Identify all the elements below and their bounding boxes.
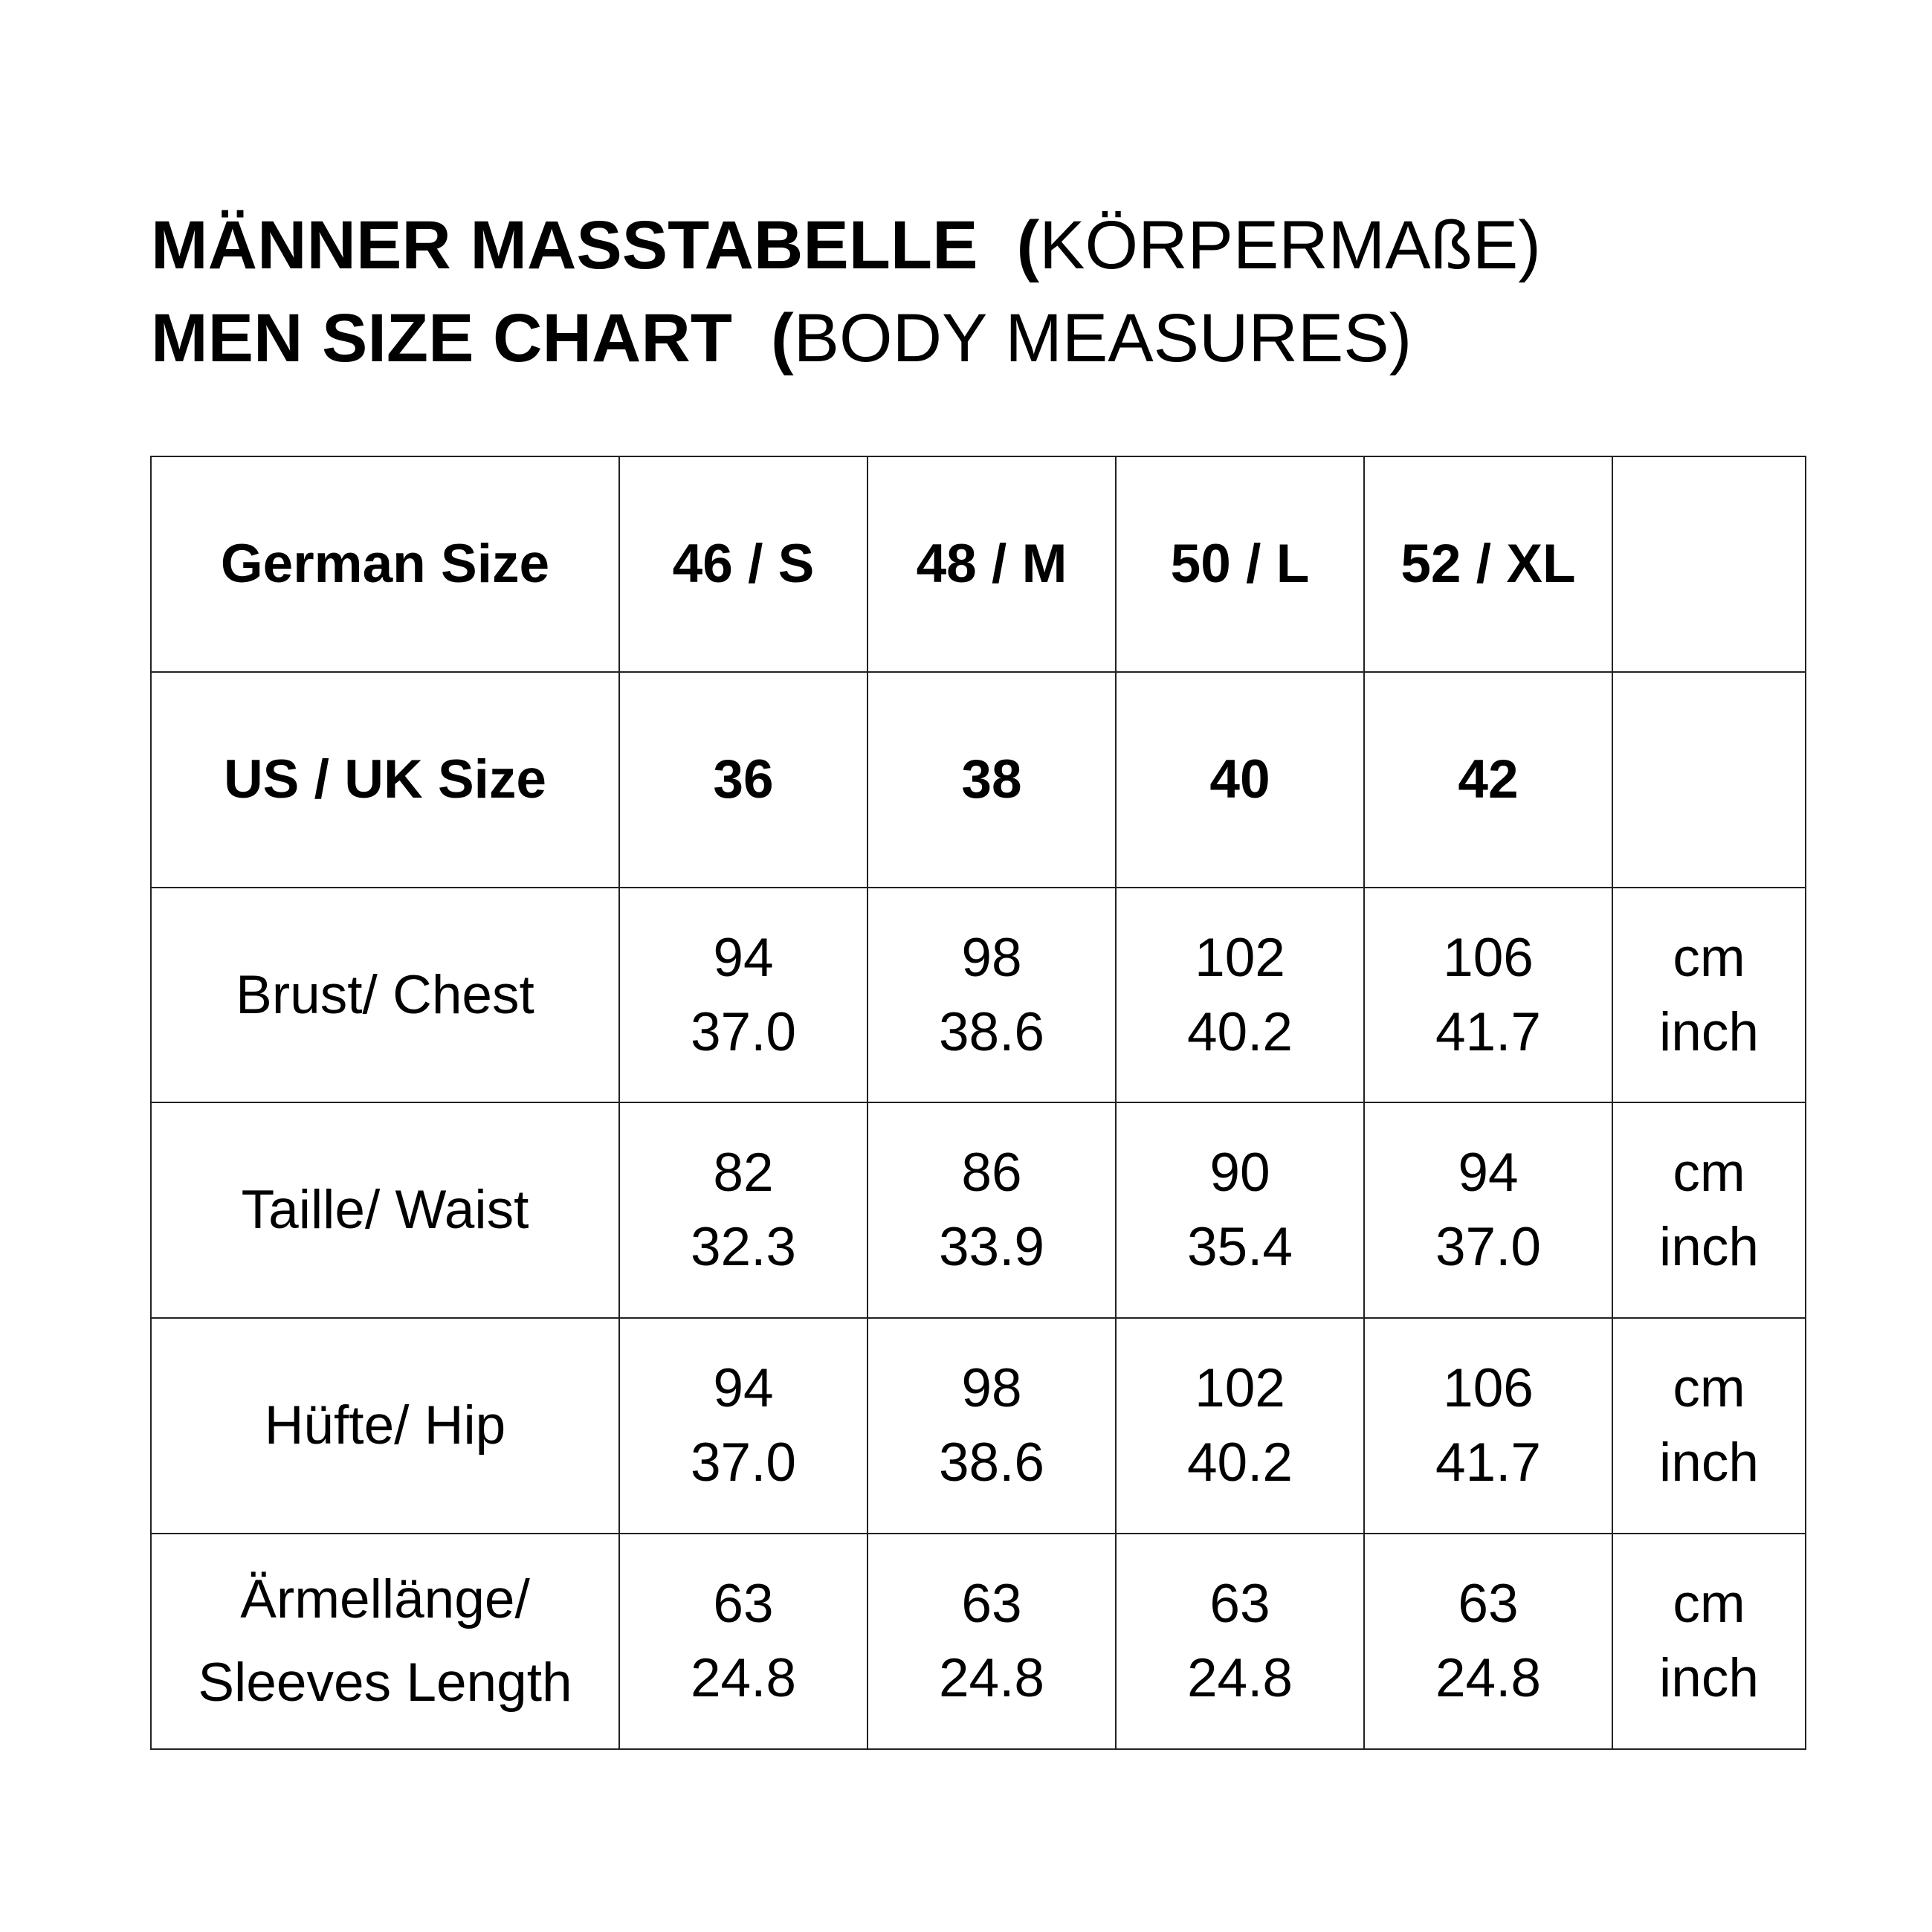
- row-label-us-uk-size: US / UK Size: [151, 672, 619, 888]
- value-cm: 94: [1458, 1143, 1519, 1204]
- unit-inch: inch: [1659, 1648, 1759, 1709]
- cell-measure: [1116, 888, 1364, 1103]
- value-cm: 63: [1209, 1574, 1270, 1635]
- row-label-text: Hüfte/ Hip: [264, 1395, 506, 1456]
- cell-measure: [1116, 1318, 1364, 1534]
- unit-inch: inch: [1659, 1217, 1759, 1278]
- title-german: [151, 199, 1786, 292]
- cell-measure: [1116, 1102, 1364, 1318]
- cell-measure: [1364, 1102, 1612, 1318]
- table-row-hip: [151, 1318, 1806, 1534]
- table-row-chest: [151, 888, 1806, 1103]
- value-inch: 24.8: [690, 1648, 797, 1709]
- cell-measure: [619, 1102, 868, 1318]
- unit-inch: inch: [1659, 1432, 1759, 1493]
- table-row-sleeves-length: [151, 1534, 1806, 1749]
- cell-unit-empty: [1612, 456, 1806, 672]
- value-cm: 82: [713, 1143, 774, 1204]
- row-label-chest: [151, 888, 619, 1103]
- value-inch: 40.2: [1186, 1432, 1293, 1493]
- cell-units: [1612, 1102, 1806, 1318]
- value-cm: 63: [1458, 1574, 1519, 1635]
- cell-units: [1612, 1534, 1806, 1749]
- cell-measure: [868, 1534, 1116, 1749]
- value-inch: 24.8: [1186, 1648, 1293, 1709]
- table-row-waist: [151, 1102, 1806, 1318]
- cell-german-size: 48 / M: [868, 456, 1116, 672]
- cell-units: [1612, 1318, 1806, 1534]
- cell-us-uk-size: 38: [868, 672, 1116, 888]
- cell-german-size: 52 / XL: [1364, 456, 1612, 672]
- value-cm: 106: [1443, 1358, 1534, 1419]
- value-cm: 86: [961, 1143, 1022, 1204]
- cell-german-size: 50 / L: [1116, 456, 1364, 672]
- row-label-text: Brust/ Chest: [236, 964, 534, 1025]
- value-cm: 98: [961, 1358, 1022, 1419]
- unit-cm: cm: [1673, 927, 1745, 988]
- cell-us-uk-size: 36: [619, 672, 868, 888]
- row-label-german-size: German Size: [151, 456, 619, 672]
- value-inch: 35.4: [1186, 1217, 1293, 1278]
- cell-us-uk-size: 42: [1364, 672, 1612, 888]
- title-german-sub: KÖRPERMAßE): [1039, 207, 1541, 283]
- value-inch: 24.8: [1435, 1648, 1542, 1709]
- cell-measure: [868, 1102, 1116, 1318]
- value-inch: 37.0: [1435, 1217, 1542, 1278]
- title-english-main: MEN SIZE CHART: [151, 300, 732, 376]
- value-cm: 102: [1195, 1358, 1285, 1419]
- value-inch: 41.7: [1435, 1432, 1542, 1493]
- value-cm: 94: [713, 927, 774, 988]
- cell-us-uk-size: 40: [1116, 672, 1364, 888]
- cell-measure: [1364, 888, 1612, 1103]
- value-cm: 102: [1195, 927, 1285, 988]
- title-english-paren: (: [771, 300, 794, 376]
- value-cm: 98: [961, 927, 1022, 988]
- title-english: [151, 292, 1786, 385]
- row-label-hip: [151, 1318, 619, 1534]
- value-inch: 33.9: [938, 1217, 1045, 1278]
- cell-measure: [619, 888, 868, 1103]
- cell-measure: [1364, 1534, 1612, 1749]
- cell-measure: [868, 888, 1116, 1103]
- unit-cm: cm: [1673, 1358, 1745, 1419]
- cell-unit-empty: [1612, 672, 1806, 888]
- value-inch: 38.6: [938, 1432, 1045, 1493]
- cell-measure: [619, 1534, 868, 1749]
- row-label-text: Sleeves Length: [198, 1652, 572, 1713]
- value-cm: 90: [1209, 1143, 1270, 1204]
- row-label-waist: [151, 1102, 619, 1318]
- unit-cm: cm: [1673, 1574, 1745, 1635]
- title-german-main: MÄNNER MASSTABELLE: [151, 207, 978, 283]
- value-inch: 32.3: [690, 1217, 797, 1278]
- size-table: [150, 456, 1806, 1750]
- value-cm: 63: [961, 1574, 1022, 1635]
- page-title: [151, 199, 1786, 385]
- cell-measure: [1364, 1318, 1612, 1534]
- table-row-german-size: [151, 456, 1806, 672]
- cell-measure: [1116, 1534, 1364, 1749]
- table-row-us-uk-size: [151, 672, 1806, 888]
- row-label-sleeves-length: [151, 1534, 619, 1749]
- cell-german-size: 46 / S: [619, 456, 868, 672]
- value-inch: 40.2: [1186, 1001, 1293, 1062]
- title-english-sub: BODY MEASURES): [793, 300, 1412, 376]
- unit-inch: inch: [1659, 1001, 1759, 1062]
- cell-measure: [619, 1318, 868, 1534]
- title-german-paren: (: [1016, 207, 1040, 283]
- value-inch: 41.7: [1435, 1001, 1542, 1062]
- value-cm: 106: [1443, 927, 1534, 988]
- value-inch: 37.0: [690, 1432, 797, 1493]
- value-inch: 24.8: [938, 1648, 1045, 1709]
- value-cm: 94: [713, 1358, 774, 1419]
- cell-units: [1612, 888, 1806, 1103]
- value-inch: 37.0: [690, 1001, 797, 1062]
- cell-measure: [868, 1318, 1116, 1534]
- value-cm: 63: [713, 1574, 774, 1635]
- value-inch: 38.6: [938, 1001, 1045, 1062]
- unit-cm: cm: [1673, 1143, 1745, 1204]
- row-label-text: Ärmellänge/: [240, 1569, 530, 1630]
- row-label-text: Taille/ Waist: [241, 1180, 529, 1241]
